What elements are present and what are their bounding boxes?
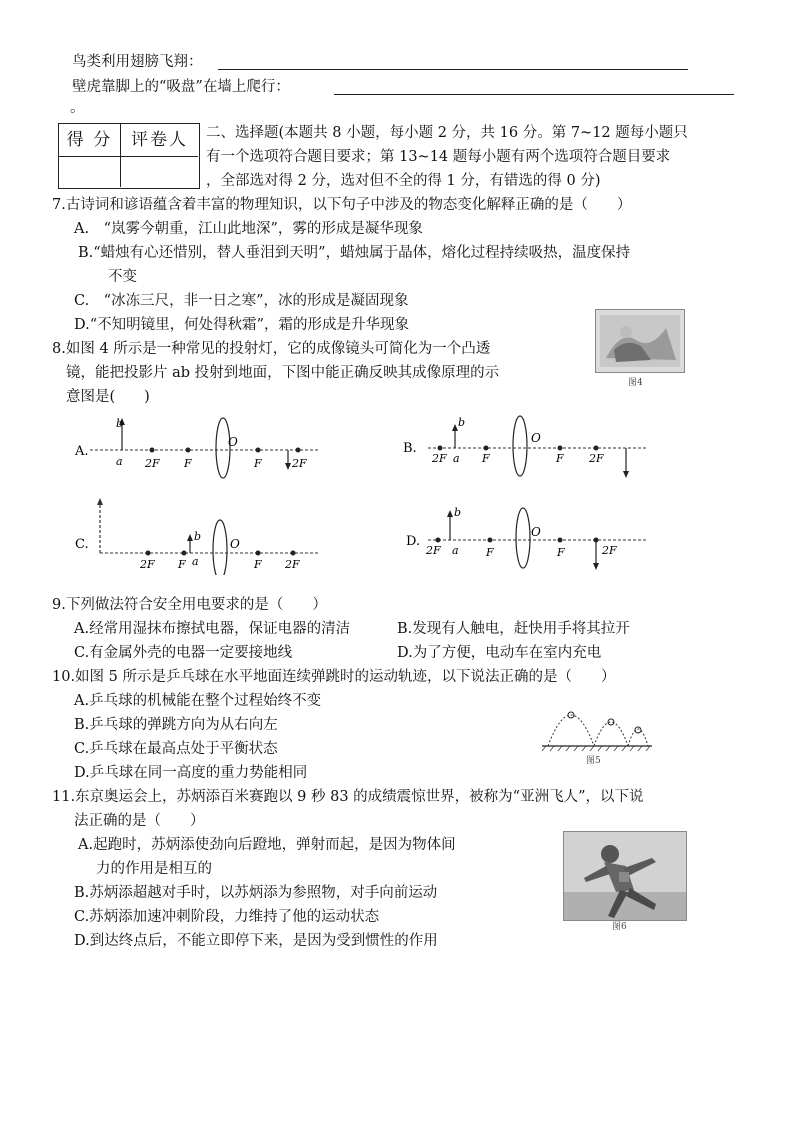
q11-option-c[interactable]: C.苏炳添加速冲刺阶段，力维持了他的运动状态 — [74, 909, 380, 925]
q10-stem: 10.如图 5 所示是乒乓球在水平地面连续弹跳时的运动轨迹，以下说法正确的是（ ） — [52, 669, 616, 685]
q8b-o: O — [531, 431, 541, 445]
q8-option-b-diagram[interactable] — [398, 410, 658, 485]
q9-option-a[interactable]: A.经常用湿抹布擦拭电器，保证电器的清洁 — [74, 621, 351, 637]
q11-option-b[interactable]: B.苏炳添超越对手时，以苏炳添为参照物，对手向前运动 — [74, 885, 438, 901]
q8c-f-right: F — [254, 558, 262, 571]
q8d-2f-right: 2F — [602, 544, 617, 557]
q8c-2f-right: 2F — [285, 558, 300, 571]
q11-option-a-cont: 力的作用是相互的 — [96, 861, 212, 877]
q7-stem: 7.古诗词和谚语蕴含着丰富的物理知识，以下句子中涉及的物态变化解释正确的是（ ） — [52, 197, 632, 213]
q8d-2f-left: 2F — [426, 544, 441, 557]
answer-blank-gecko[interactable] — [334, 94, 734, 95]
q8d-o: O — [531, 525, 541, 539]
q8-stem-line2: 镜，能把投影片 ab 投射到地面，下图中能正确反映其成像原理的示 — [66, 365, 500, 381]
fill-line-end-mark: 。 — [70, 100, 85, 116]
q8a-2f-left: 2F — [145, 457, 160, 470]
q8b-2f-left: 2F — [432, 452, 447, 465]
q8b-2f-right: 2F — [589, 452, 604, 465]
q8c-b: b — [194, 530, 202, 543]
q8c-f-left: F — [178, 558, 186, 571]
answer-blank-bird[interactable] — [218, 69, 688, 70]
q9-option-d[interactable]: D.为了方便，电动车在室内充电 — [397, 645, 602, 661]
q7-option-b-cont: 不变 — [108, 269, 137, 285]
grader-header: 评卷人 — [121, 124, 198, 157]
fill-line-bird: 鸟类利用翅膀飞翔： — [72, 54, 203, 70]
q8c-o: O — [230, 537, 240, 551]
grader-cell[interactable] — [121, 157, 198, 187]
q8c-label: C. — [75, 537, 89, 552]
q8-stem-line1: 8.如图 4 所示是一种常见的投射灯，它的成像镜头可简化为一个凸透 — [52, 341, 491, 357]
q8b-b: b — [458, 416, 466, 429]
section-instructions-line3: ，全部选对得 2 分，选对但不全的得 1 分，有错选的得 0 分) — [206, 173, 601, 189]
q7-option-b[interactable]: B.“蜡烛有心还惜别，替人垂泪到天明”，蜡烛属于晶体，熔化过程持续吸热，温度保持 — [78, 245, 631, 261]
sprinter-image — [564, 832, 686, 920]
score-cell[interactable] — [59, 157, 121, 187]
q10-option-b[interactable]: B.乒乓球的弹跳方向为从右向左 — [74, 717, 278, 733]
figure4-photo — [595, 309, 685, 373]
section-instructions-line1: 二、选择题(本题共 8 小题，每小题 2 分，共 16 分。第 7~12 题每小题只 — [206, 125, 688, 141]
q11-option-d[interactable]: D.到达终点后，不能立即停下来，是因为受到惯性的作用 — [74, 933, 438, 949]
figure5-caption: 图5 — [586, 756, 601, 766]
q10-option-d[interactable]: D.乒乓球在同一高度的重力势能相同 — [74, 765, 308, 781]
q8d-f-left: F — [486, 546, 494, 559]
q9-option-b[interactable]: B.发现有人触电，赶快用手将其拉开 — [397, 621, 630, 637]
q11-option-a[interactable]: A.起跑时，苏炳添使劲向后蹬地，弹射而起，是因为物体间 — [78, 837, 456, 853]
q8b-f-left: F — [482, 452, 490, 465]
q8-option-c-diagram[interactable] — [70, 490, 330, 575]
q8a-f-right: F — [254, 457, 262, 470]
q7-option-a[interactable]: A. “岚雾今朝重，江山此地深”，雾的形成是凝华现象 — [74, 221, 423, 237]
q7-option-c[interactable]: C. “冰冻三尺，非一日之寒”，冰的形成是凝固现象 — [74, 293, 409, 309]
q8b-label: B. — [403, 441, 417, 456]
figure6-photo — [563, 831, 687, 921]
q8a-2f-right: 2F — [292, 457, 307, 470]
q11-stem-line1: 11.东京奥运会上，苏炳添百米赛跑以 9 秒 83 的成绩震惊世界，被称为“亚洲飞人”，以下说 — [52, 789, 644, 805]
q10-option-c[interactable]: C.乒乓球在最高点处于平衡状态 — [74, 741, 278, 757]
q8-option-d-diagram[interactable] — [398, 500, 658, 580]
q8a-b: b — [116, 417, 124, 430]
figure6-caption: 图6 — [612, 922, 627, 932]
fill-line-gecko: 壁虎靠脚上的“吸盘”在墙上爬行： — [72, 79, 290, 95]
q9-option-c[interactable]: C.有金属外壳的电器一定要接地线 — [74, 645, 293, 661]
q8b-a: a — [453, 452, 460, 465]
q8d-b: b — [454, 506, 462, 519]
figure4-caption: 图4 — [628, 378, 643, 388]
q8d-a: a — [452, 544, 459, 557]
section-instructions-line2: 有一个选项符合题目要求；第 13~14 题每小题有两个选项符合题目要求 — [206, 149, 671, 165]
q11-stem-line2: 法正确的是（ ） — [74, 813, 205, 829]
q8-option-a-diagram[interactable] — [70, 410, 330, 480]
score-header: 得 分 — [59, 124, 121, 157]
q8a-a: a — [116, 455, 123, 468]
q8c-2f-left: 2F — [140, 558, 155, 571]
q8b-f-right: F — [556, 452, 564, 465]
projector-light-image — [596, 310, 684, 372]
q8d-f-right: F — [557, 546, 565, 559]
q8a-f-left: F — [184, 457, 192, 470]
q9-stem: 9.下列做法符合安全用电要求的是（ ） — [52, 597, 327, 613]
q8a-label: A. — [75, 444, 89, 459]
score-table — [58, 123, 200, 189]
q8c-a: a — [192, 555, 199, 568]
figure5-bounce-trajectory — [538, 690, 656, 752]
q8d-label: D. — [406, 534, 421, 549]
q7-option-d[interactable]: D.“不知明镜里，何处得秋霜”，霜的形成是升华现象 — [74, 317, 410, 333]
q8a-o: O — [228, 435, 238, 449]
q10-option-a[interactable]: A.乒乓球的机械能在整个过程始终不变 — [74, 693, 322, 709]
q8-stem-line3: 意图是( ) — [66, 389, 150, 405]
